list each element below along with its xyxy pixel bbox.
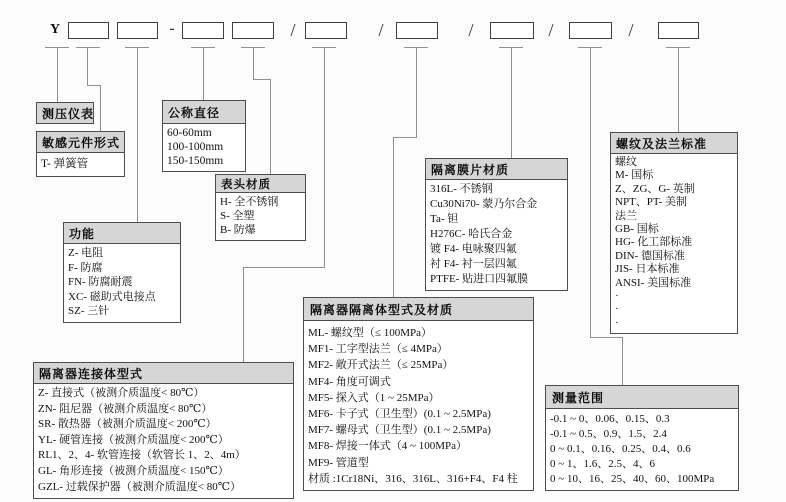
connector-line <box>393 137 394 297</box>
connector-line <box>57 47 58 102</box>
code-separator-slash-2: / <box>378 20 384 40</box>
code-separator-dash: - <box>169 21 175 37</box>
panel-title: 表头材质 <box>216 175 305 193</box>
panel-body <box>37 153 124 176</box>
code-box-1 <box>68 22 109 39</box>
panel-item: MF8- 焊接一体式（4 ~ 100MPa） <box>308 440 468 453</box>
panel-title: 隔离膜片材质 <box>426 159 567 180</box>
panel-item: 镀 F4- 电咏聚四氟 <box>430 243 517 255</box>
panel-body <box>64 244 180 322</box>
code-separator-slash-1: / <box>290 20 296 40</box>
code-separator-slash-4: / <box>548 20 554 40</box>
panel-title: 敏感元件形式 <box>37 132 124 153</box>
panel-case-material <box>215 174 306 241</box>
panel-title: 螺纹及法兰标准 <box>611 133 737 154</box>
panel-item: MF9- 管道型 <box>308 456 369 469</box>
panel-item: B- 防爆 <box>220 224 256 236</box>
panel-sensor-type <box>36 131 125 177</box>
connector-line <box>393 137 417 138</box>
panel-item: 0 ~ 10、16、25、40、60、100MPa <box>550 473 715 485</box>
connector-line <box>416 47 417 137</box>
panel-title: 公称直径 <box>163 101 245 124</box>
panel-item: MF4- 角度可调式 <box>308 375 391 388</box>
panel-item: Ta- 钽 <box>430 213 459 225</box>
connector-line <box>203 47 204 100</box>
panel-item: · <box>615 303 619 316</box>
connector-line <box>100 85 101 131</box>
panel-item: GZL- 过载保护器（被测介质温度< 80℃） <box>38 480 242 493</box>
connector-line <box>270 79 271 174</box>
panel-isolator-connection <box>33 362 294 499</box>
panel-item: MF2- 敞开式法兰（≤ 25MPa） <box>308 359 454 372</box>
panel-item: ZN- 阻尼器（被测介质温度< 80℃） <box>38 402 213 415</box>
connector-line <box>590 337 623 338</box>
connector-line <box>253 47 254 79</box>
code-prefix: Y <box>49 22 61 37</box>
panel-item: JIS- 日本标准 <box>615 263 680 276</box>
connector-line <box>622 337 623 385</box>
panel-body <box>216 193 305 240</box>
code-box-2 <box>117 22 158 39</box>
panel-item: · <box>615 290 619 303</box>
code-separator-slash-3: / <box>468 20 474 40</box>
panel-item: · <box>615 316 619 329</box>
panel-item: H- 全不锈钢 <box>220 196 279 208</box>
panel-body <box>163 124 245 171</box>
panel-item: 衬 F4- 衬一层四氟 <box>430 258 517 270</box>
panel-item: GL- 角形连接（被测介质温度< 150℃） <box>38 464 229 477</box>
code-box-7 <box>490 22 534 39</box>
panel-item: 0 ~ 0.1、0.16、0.25、0.4、0.6 <box>550 443 691 455</box>
panel-item: Z- 直接式（被测介质温度< 80℃） <box>38 387 205 399</box>
code-separator-slash-5: / <box>628 20 634 40</box>
panel-item: 60-60mm <box>167 127 212 139</box>
connector-line <box>511 47 512 158</box>
panel-isolator-body <box>303 297 534 491</box>
panel-title: 功能 <box>64 223 180 244</box>
code-box-4 <box>232 22 274 39</box>
panel-item: 螺纹 <box>615 156 637 168</box>
panel-item: ANSI- 美国标准 <box>615 276 692 289</box>
panel-item: 100-100mm <box>167 141 224 153</box>
panel-item: DIN- 德国标准 <box>615 249 685 262</box>
panel-title: 测压仪表 <box>37 103 93 123</box>
panel-item: 法兰 <box>615 209 637 222</box>
panel-item: T- 弹簧管 <box>41 158 89 170</box>
panel-nominal-diameter <box>162 100 246 172</box>
connector-line <box>137 47 138 222</box>
panel-item: SR- 散热器（被测介质温度< 200℃） <box>38 418 217 431</box>
panel-title: 隔离器隔离体型式及材质 <box>304 298 533 321</box>
panel-item: FN- 防腐耐震 <box>68 276 133 289</box>
panel-item: 150-150mm <box>167 155 224 167</box>
panel-item: -0.1 ~ 0.5、0.9、1.5、2.4 <box>550 428 667 440</box>
panel-body <box>34 384 293 498</box>
panel-function <box>63 222 181 323</box>
panel-body <box>304 321 533 490</box>
connector-line <box>678 47 679 132</box>
panel-pressure-instrument <box>36 102 94 124</box>
panel-item: MF5- 探入式（1 ~ 25MPa） <box>308 391 440 404</box>
panel-item: 材质 :1Cr18Ni、316、316L、316+F4、F4 柱 <box>308 472 518 485</box>
code-box-9 <box>658 22 699 39</box>
panel-item: F- 防腐 <box>68 261 103 274</box>
connector-line <box>253 79 271 80</box>
panel-item: M- 国标 <box>615 169 654 182</box>
panel-thread-flange-standard <box>610 132 738 334</box>
panel-item: 316L- 不锈钢 <box>430 183 493 195</box>
panel-title: 隔离器连接体型式 <box>34 363 293 384</box>
connector-line <box>243 267 325 268</box>
panel-item: Z、ZG、G- 英制 <box>615 182 695 195</box>
panel-item: PTFE- 贴进口四氟膜 <box>430 273 529 285</box>
panel-item: MF1- 工字型法兰（≤ 4MPa） <box>308 343 448 356</box>
panel-body <box>546 409 738 490</box>
panel-item: S- 全塑 <box>220 210 255 222</box>
panel-item: Z- 电阻 <box>68 247 104 259</box>
panel-item: -0.1 ~ 0、0.06、0.15、0.3 <box>550 413 670 425</box>
connector-line <box>243 267 244 362</box>
panel-item: H276C- 哈氏合金 <box>430 228 513 240</box>
panel-item: ML- 螺纹型（≤ 100MPa） <box>308 327 432 339</box>
panel-item: HG- 化工部标准 <box>615 236 693 249</box>
connector-line <box>590 47 591 337</box>
connector-line <box>76 47 100 48</box>
panel-item: Cu30Ni70- 蒙乃尔合金 <box>430 198 538 210</box>
panel-item: NPT、PT- 美制 <box>615 196 688 209</box>
panel-body <box>426 180 567 290</box>
panel-body <box>611 154 737 333</box>
panel-item: GB- 国标 <box>615 223 659 236</box>
panel-item: XC- 磁助式电接点 <box>68 290 156 303</box>
code-box-8 <box>569 22 612 39</box>
panel-item: MF6- 卡子式（卫生型）(0.1 ~ 2.5MPa) <box>308 408 491 421</box>
panel-item: MF7- 螺母式（卫生型）(0.1 ~ 2.5MPa) <box>308 424 491 437</box>
panel-diaphragm-material <box>425 158 568 291</box>
panel-item: 0 ~ 1、1.6、2.5、4、6 <box>550 458 655 470</box>
panel-title: 测量范围 <box>546 386 738 409</box>
connector-line <box>87 85 101 86</box>
code-box-5 <box>305 22 347 39</box>
panel-item: YL- 硬管连接（被测介质温度< 200℃） <box>38 433 229 446</box>
code-box-6 <box>396 22 438 39</box>
panel-measuring-range <box>545 385 739 491</box>
code-box-3 <box>182 22 224 39</box>
connector-line <box>87 47 88 85</box>
panel-item: SZ- 三针 <box>68 305 110 318</box>
connector-line <box>324 47 325 267</box>
panel-item: RL1、2、4- 软管连接（软管长 1、2、4m） <box>38 449 246 462</box>
